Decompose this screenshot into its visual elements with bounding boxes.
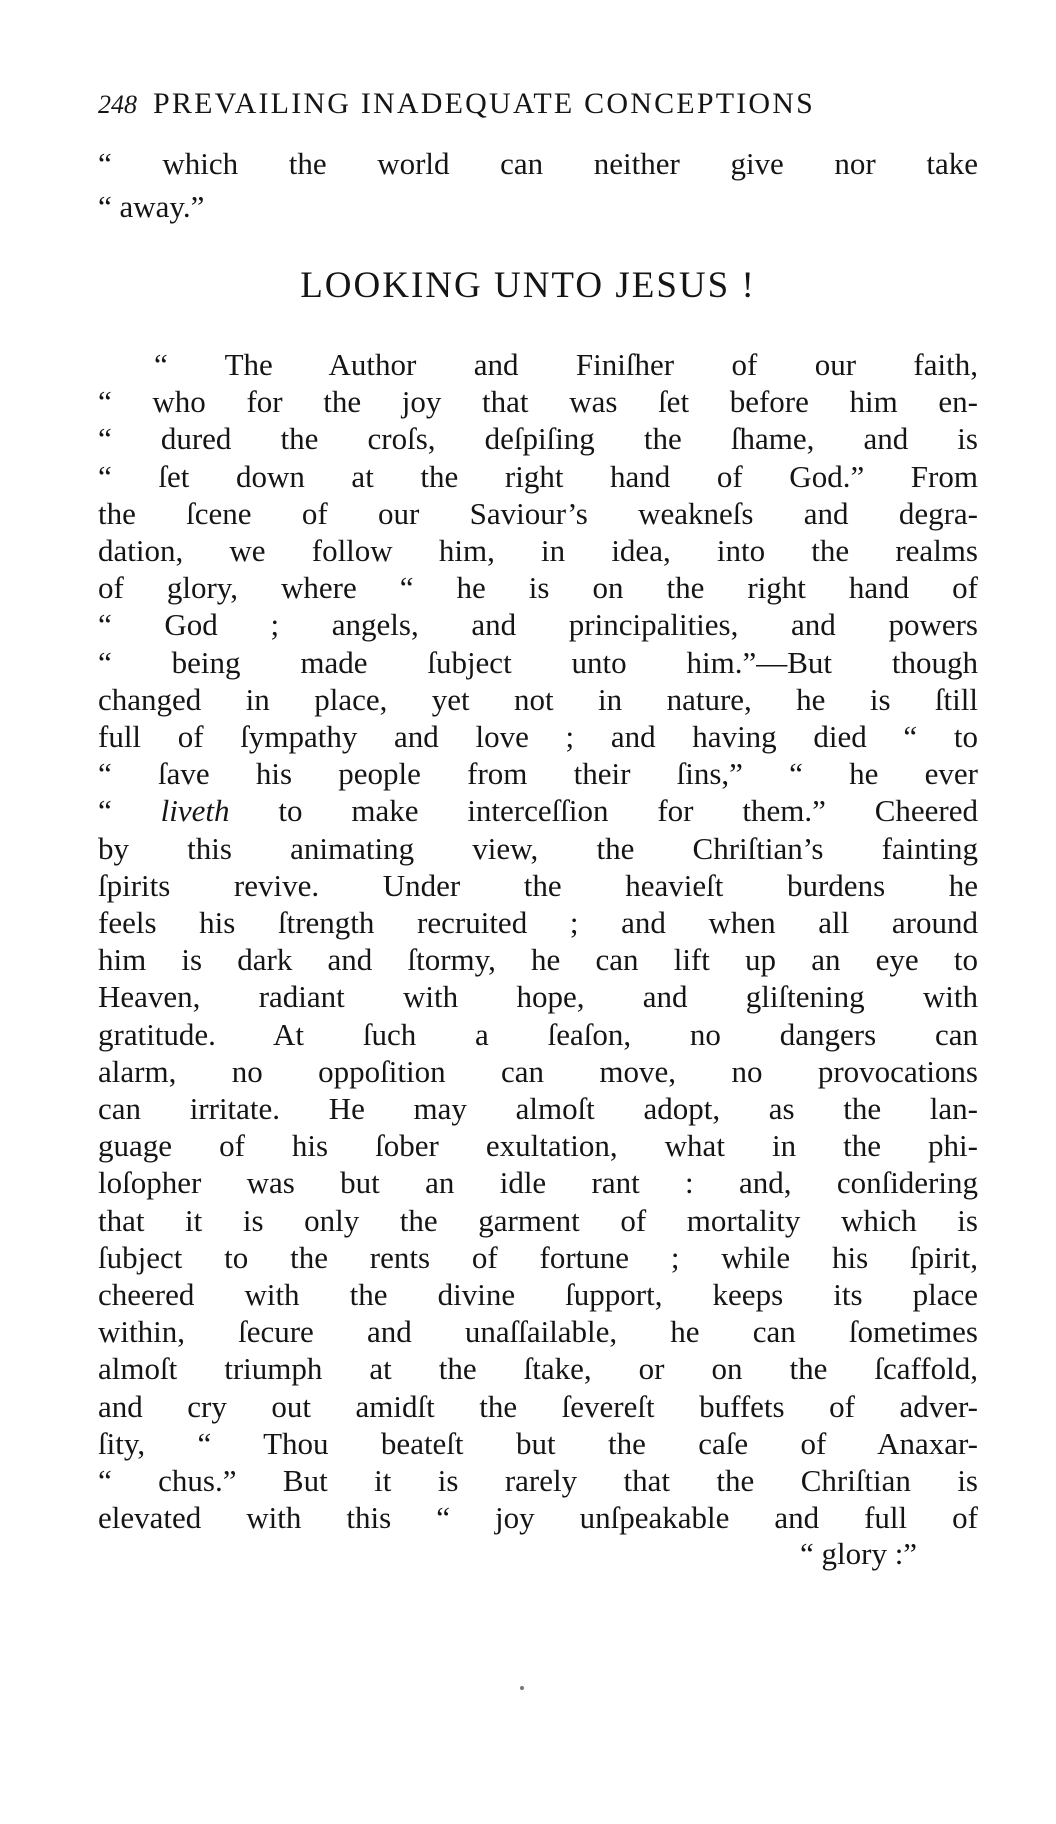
text-line: “ who for the joy that was ſet before him en- [98,384,978,420]
section-title: LOOKING UNTO JESUS ! [300,265,756,306]
text-line: him is dark and ſtormy, he can lift up an eye to [98,942,978,978]
text-line: can irritate. He may almoſt adopt, as the lan- [98,1091,978,1127]
text-line: “ ſave his people from their ſins,” “ he ever [98,756,978,792]
text-line: “ which the world can neither give nor take [98,146,978,181]
text-line: by this animating view, the Chriſtian’s fainting [98,830,978,866]
running-head [98,84,978,125]
text-line: gratitude. At ſuch a ſeaſon, no dangers can [98,1016,978,1052]
text-line: of glory, where “ he is on the right hand of [98,570,978,606]
text-line: dation, we follow him, in idea, into the realms [98,533,978,569]
text-line: feels his ſtrength recruited ; and when all around [98,905,978,941]
text-line: “ ſet down at the right hand of God.” From [98,458,978,494]
ink-speck [520,1686,524,1690]
text-line: guage of his ſober exultation, what in the phi- [98,1128,978,1164]
text-line: “ liveth to make interceſſion for them.” Cheered [98,793,978,829]
text-line: the ſcene of our Saviour’s weakneſs and degra- [98,495,978,531]
running-title: PREVAILING INADEQUATE CONCEPTIONS [153,87,816,120]
text-line: ſpirits revive. Under the heavieſt burdens he [98,867,978,903]
text-line: within, ſecure and unaſſailable, he can ſometimes [98,1314,978,1350]
text-line: “ away.” [98,189,205,224]
text-line: “ being made ſubject unto him.”—But though [98,644,978,680]
text-line: and cry out amidſt the ſevereſt buffets of adver- [98,1388,978,1424]
text-line: “ God ; angels, and principalities, and powers [98,607,978,643]
text-line: “ dured the croſs, deſpiſing the ſhame, and is [98,421,978,457]
text-line: elevated with this “ joy unſpeakable and full of [98,1500,978,1536]
page-number: 248 [98,90,137,119]
text-line: cheered with the divine ſupport, keeps its place [98,1277,978,1313]
catchword: “ glory :” [800,1536,918,1571]
text-line: loſopher was but an idle rant : and, conſidering [98,1165,978,1201]
text-line: changed in place, yet not in nature, he is ſtill [98,681,978,717]
text-line: almoſt triumph at the ſtake, or on the ſcaffold, [98,1351,978,1387]
text-line: “ The Author and Finiſher of our faith, [154,347,978,382]
continuation-text [98,142,978,228]
text-line: Heaven, radiant with hope, and gliſtening with [98,979,978,1015]
body-paragraph [98,346,978,1537]
text-line: ſubject to the rents of fortune ; while his ſpirit, [98,1239,978,1275]
text-line: ſity, “ Thou beateſt but the caſe of Anaxar- [98,1425,978,1461]
text-line: “ chus.” But it is rarely that the Chriſtian is [98,1463,978,1499]
text-line: full of ſympathy and love ; and having died “ to [98,719,978,755]
text-line: alarm, no oppoſition can move, no provocations [98,1053,978,1089]
text-line: that it is only the garment of mortality which is [98,1202,978,1238]
